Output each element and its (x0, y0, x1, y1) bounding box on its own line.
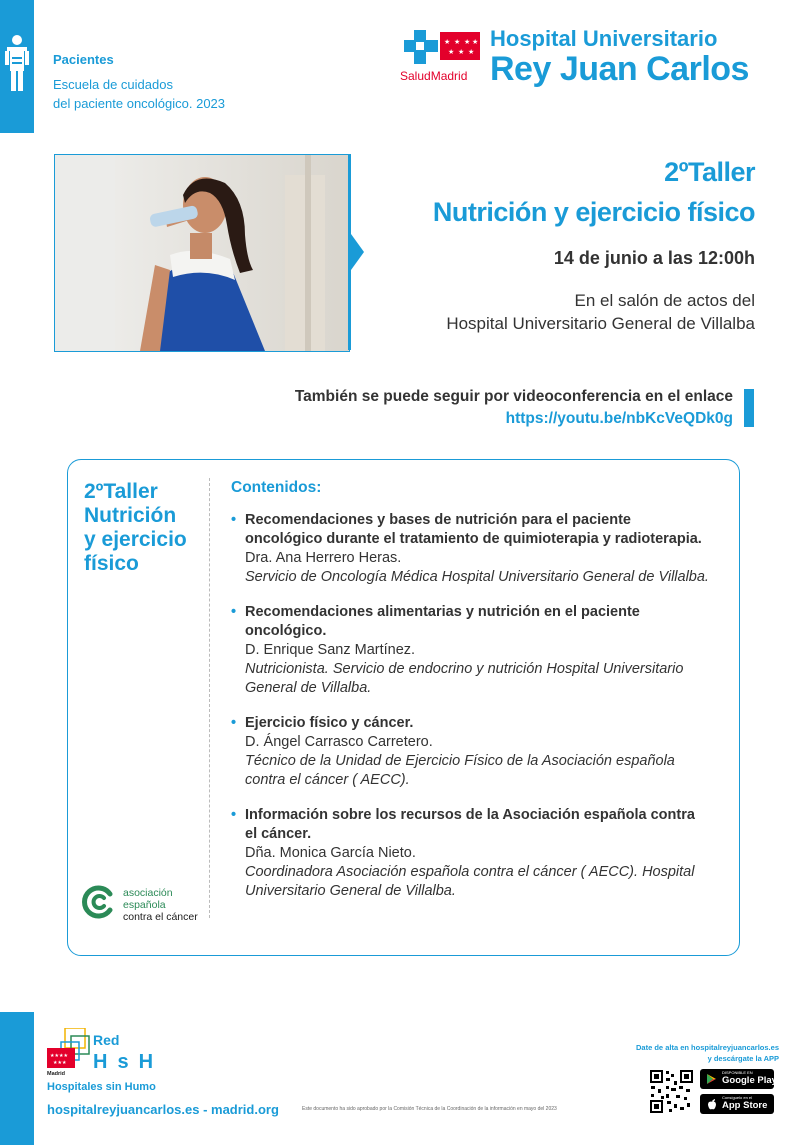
app-line-1: Date de alta en hospitalreyjuancarlos.es (636, 1043, 779, 1052)
svg-text:★: ★ (464, 38, 471, 46)
google-play-small: DISPONIBLE EN (722, 1070, 753, 1075)
woman-drinking-illustration (55, 155, 349, 351)
app-store-small: Consíguelo en el (722, 1095, 753, 1100)
aecc-symbol-icon (82, 885, 116, 919)
salud-madrid-cross-icon (402, 28, 440, 68)
app-store-label: App Store (722, 1100, 768, 1111)
item-author: D. Enrique Sanz Martínez. (245, 642, 416, 658)
aecc-line-1: asociación (123, 887, 173, 899)
card-title-line-4: físico (84, 552, 139, 575)
patient-icon (3, 33, 31, 93)
madrid-flag-icon (440, 32, 480, 60)
item-title: Información sobre los recursos de la Asociación española contra el cáncer. (245, 807, 695, 842)
svg-text:★: ★ (468, 48, 475, 56)
item-author: Dra. Ana Herrero Heras. (245, 550, 402, 566)
red-label: Red (93, 1032, 120, 1048)
school-line-2: del paciente oncológico. 2023 (53, 96, 226, 111)
venue-line-2: Hospital Universitario General de Villalba (446, 314, 755, 333)
red-subtitle: Hospitales sin Humo (47, 1081, 156, 1093)
event-title: 2ºTaller (664, 157, 755, 187)
contents-heading: Contenidos: (231, 479, 322, 496)
card-title (84, 480, 204, 576)
top-sidebar-bar (0, 0, 34, 133)
card-divider (209, 478, 210, 918)
item-title: Ejercicio físico y cáncer. (245, 715, 414, 731)
video-label: También se puede seguir por videoconferencia en el enlace (294, 388, 733, 405)
svg-text:★★★: ★★★ (53, 1060, 67, 1066)
aecc-line-3: contra el cáncer (123, 911, 198, 923)
red-hsh-logo (47, 1028, 177, 1094)
bullet-icon: • (231, 807, 237, 823)
school-line-1: Escuela de cuidados (53, 77, 173, 92)
google-play-button[interactable] (700, 1069, 777, 1089)
event-date: 14 de junio a las 12:00h (553, 248, 755, 268)
footer-note: Este documento ha sido aprobado por la Comisión Técnica de la Coordinación de la información en mayo del 2023 (302, 1106, 557, 1112)
aecc-line-2: española (123, 899, 166, 911)
bullet-icon: • (231, 604, 237, 620)
svg-text:★: ★ (454, 38, 461, 46)
apple-icon (706, 1098, 718, 1110)
qr-code-icon[interactable] (649, 1069, 694, 1114)
video-info (295, 386, 733, 430)
section-label: Pacientes (53, 52, 114, 67)
card-title-line-3: y ejercicio (84, 528, 187, 551)
bullet-icon: • (231, 512, 237, 528)
video-accent-bar (744, 389, 754, 427)
svg-text:★: ★ (472, 38, 479, 46)
madrid-small-label: Madrid (47, 1071, 66, 1077)
aecc-logo (82, 885, 212, 925)
list-item (231, 714, 711, 790)
list-item (231, 511, 711, 587)
app-line-2: y descárgate la APP (707, 1054, 779, 1063)
list-item (231, 806, 711, 901)
hospital-name-line-1: Hospital Universitario (490, 26, 718, 51)
item-author: D. Ángel Carrasco Carretero. (245, 734, 433, 750)
item-affiliation: Coordinadora Asociación española contra el cáncer ( AECC). Hospital Universitario General de Villalba. (245, 864, 695, 899)
red-hsh-icon (47, 1028, 177, 1094)
app-promo-text (636, 1042, 779, 1064)
google-play-icon (706, 1073, 718, 1085)
hospital-name-line-2: Rey Juan Carlos (490, 50, 749, 88)
card-title-line-2: Nutrición (84, 504, 177, 527)
list-item (231, 603, 711, 698)
item-title: Recomendaciones y bases de nutrición para el paciente oncológico durante el tratamiento de quimioterapia y radioterapia. (245, 512, 702, 547)
footer-url[interactable]: hospitalreyjuancarlos.es - madrid.org (47, 1102, 279, 1117)
header-text (53, 50, 225, 113)
event-subtitle: Nutrición y ejercicio físico (432, 197, 755, 227)
item-affiliation: Servicio de Oncología Médica Hospital Universitario General de Villalba. (245, 569, 709, 585)
item-author: Dña. Monica García Nieto. (245, 845, 416, 861)
event-title-block (433, 156, 755, 335)
google-play-label: Google Play (722, 1075, 777, 1086)
card-title-line-1: 2ºTaller (84, 480, 158, 503)
svg-text:★: ★ (448, 48, 455, 56)
item-affiliation: Nutricionista. Servicio de endocrino y nutrición Hospital Universitario General de Villalba. (245, 661, 684, 696)
woman-drinking-photo (54, 154, 350, 352)
svg-text:★: ★ (458, 48, 465, 56)
svg-text:★: ★ (444, 38, 451, 46)
venue-line-1: En el salón de actos del (574, 291, 755, 310)
hospital-logo (400, 26, 790, 90)
salud-madrid-label: SaludMadrid (400, 69, 468, 83)
hsh-label: HsH (93, 1051, 164, 1073)
photo-arrow-icon (348, 154, 366, 350)
bottom-sidebar-bar (0, 1012, 34, 1145)
video-link[interactable]: https://youtu.be/nbKcVeQDk0g (505, 410, 733, 427)
app-store-button[interactable] (700, 1094, 774, 1114)
contents-list (231, 479, 711, 917)
item-affiliation: Técnico de la Unidad de Ejercicio Físico de la Asociación española contra el cáncer ( AECC). (245, 753, 675, 788)
bullet-icon: • (231, 715, 237, 731)
item-title: Recomendaciones alimentarias y nutrición en el paciente oncológico. (245, 604, 640, 639)
svg-text:★★★★: ★★★★ (50, 1053, 68, 1059)
